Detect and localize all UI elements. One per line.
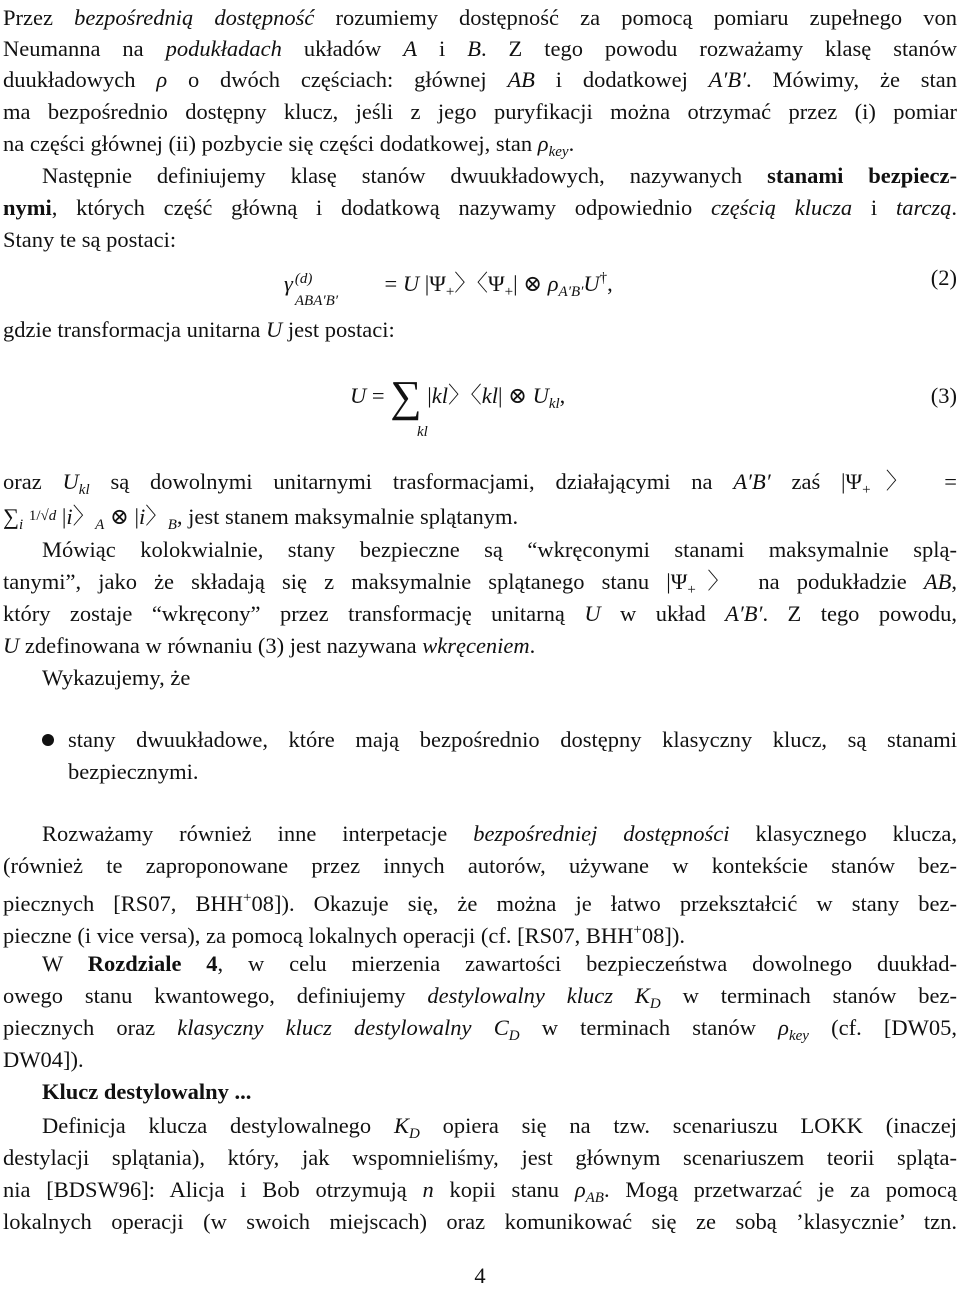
equation-3: U = ∑ |kl〉〈kl| ⊗ $U_{kl}$, — [350, 372, 566, 421]
text-line: Neumanna na podukładach układów A i B. Z tego powodu rozważamy klasę stanów — [3, 36, 957, 61]
page-number: 4 — [474, 1263, 486, 1288]
equation-number: (3) — [930, 383, 957, 408]
bullet-point — [42, 734, 54, 746]
sum-index: kl — [417, 424, 428, 440]
text-line: Stany te są postaci: — [3, 227, 177, 252]
text-line: Przez bezpośrednią dostępność rozumiemy dostępność za pomocą pomiaru zupełnego von — [3, 5, 957, 30]
text-line: Rozważamy również inne interpetacje bezpośredniej dostępności klasycznego klucza, — [42, 821, 957, 846]
equation-number: (2) — [930, 265, 957, 290]
text-line: oraz $U_{kl}$ są dowolnymi unitarnymi trasformacjami, działającymi na A′B′ zaś $|\Psi_+$〉 = — [3, 469, 958, 498]
text-line: gdzie transformacja unitarna U jest postaci: — [3, 317, 395, 342]
text-line: lokalnych operacji (w swoich miejscach) oraz komunikować się ze sobą ’klasycznie’ tzn. — [3, 1209, 957, 1234]
text-line: pieczne (i vice versa), za pomocą lokalnych operacji (cf. [RS07, BHH+08]). — [3, 922, 685, 948]
text-line: destylacji splątania), który, jak wspomnieliśmy, jest głównym scenariuszem teorii spląta- — [3, 1145, 957, 1170]
text-line: który zostaje “wkręcony” przez transformację unitarną U w układ A′B′. Z tego powodu, — [3, 601, 957, 626]
text-line: (również te zaproponowane przez innych autorów, używane w kontekście stanów bez- — [3, 853, 957, 878]
text-line: Definicja klucza destylowalnego $K_D$ opiera się na tzw. scenariuszu LOKK (inaczej — [42, 1113, 957, 1142]
text-line: nymi, których część główną i dodatkową nazywamy odpowiednio częścią klucza i tarczą. — [3, 195, 957, 220]
text-line: W Rozdziale 4, w celu mierzenia zawartości bezpieczeństwa dowolnego duukład- — [42, 951, 957, 976]
text-line: owego stanu kwantowego, definiujemy destylowalny klucz $K_D$ w terminach stanów bez- — [3, 983, 958, 1012]
list-item: stany dwuukładowe, które mają bezpośrednio dostępny klasyczny klucz, są stanami — [68, 727, 957, 752]
text-line: U zdefinowana w równaniu (3) jest nazywana wkręceniem. — [3, 633, 536, 658]
text-line: duukładowych ρ o dwóch częściach: głównej AB i dodatkowej A′B′. Mówimy, że stan — [3, 67, 958, 92]
text-line: $\sum_i$ 1/√d |i〉$_A$ ⊗ |i〉$_B$, jest stanem maksymalnie splątanym. — [3, 504, 519, 533]
section-heading: Klucz destylowalny ... — [42, 1079, 252, 1104]
list-item: bezpiecznymi. — [68, 759, 199, 784]
text-line: DW04]). — [3, 1047, 84, 1072]
equation-2: γ (d) ABA′B′ = U $|\Psi_+$〉〈$\Psi_+|$ ⊗ $\rho_{A'B'}U^\dagger$, — [284, 270, 613, 309]
text-line: piecznych oraz klasyczny klucz destylowalny $C_D$ w terminach stanów $\rho_{key}$ (cf. [DW05, — [3, 1015, 958, 1044]
text-line: nia [BDSW96]: Alicja i Bob otrzymują n kopii stanu $\rho_{AB}$. Mogą przetwarzać je za pomocą — [3, 1177, 957, 1206]
text-line: Mówiąc kolokwialnie, stany bezpieczne są “wkręconymi stanami maksymalnie splą- — [42, 537, 957, 562]
text-line: Następnie definiujemy klasę stanów dwuukładowych, nazywanych stanami bezpiecz- — [42, 163, 957, 188]
text-line: tanymi”, jako że składają się z maksymalnie splątanego stanu $|\Psi_+$〉 na podukładzie AB, — [3, 569, 957, 598]
text-line: ma bezpośrednio dostępny klucz, jeśli z jego puryfikacji można otrzymać przez (i) pomiar — [3, 99, 957, 124]
text-line: Wykazujemy, że — [42, 665, 191, 690]
text-line: na części głównej (ii) pozbycie się części dodatkowej, stan $\rho_{key}$. — [3, 131, 575, 160]
text-line: piecznych [RS07, BHH+08]). Okazuje się, że można je łatwo przekształcić w stany bez- — [3, 890, 957, 916]
